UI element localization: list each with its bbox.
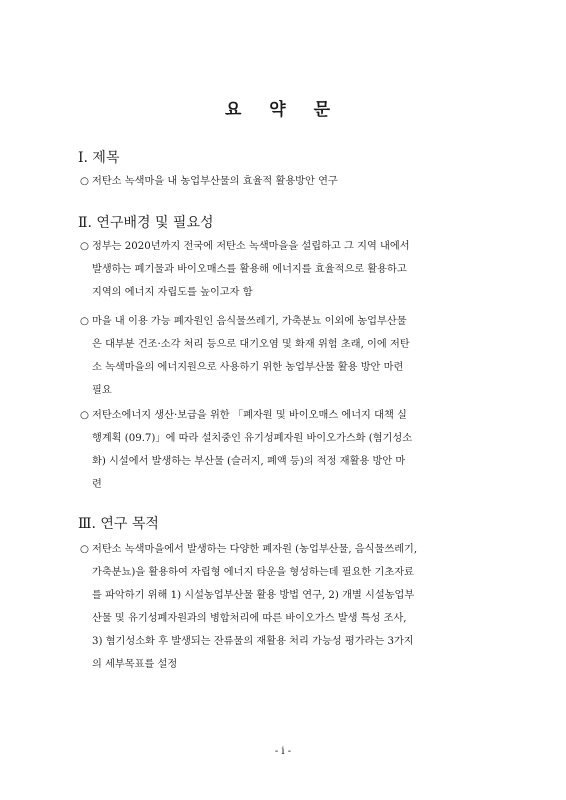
text-line: 발생하는 폐기물과 바이오매스를 활용해 에너지를 효율적으로 활용하고 xyxy=(92,264,407,275)
list-item xyxy=(80,538,500,676)
section-heading: Ⅰ. 제목 xyxy=(78,150,120,166)
bullet-icon: ○ xyxy=(80,316,89,327)
text-line: 지역의 에너지 자립도를 높이고자 함 xyxy=(92,287,253,298)
text-line: 마을 내 이용 가능 폐자원인 음식물쓰레기, 가축분뇨 이외에 농업부산물 xyxy=(92,316,407,327)
list-item xyxy=(80,404,500,496)
list-item xyxy=(80,235,500,304)
text-line: 행계획 (09.7)」에 따라 설치중인 유기성폐자원 바이오가스화 (혐기성소 xyxy=(92,433,413,444)
text-line: 가축분뇨)을 활용하여 자립형 에너지 타운을 형성하는데 필요한 기초자료 xyxy=(92,567,414,578)
list-item xyxy=(80,310,500,402)
text-line: 저탄소 녹색마을 내 농업부산물의 효율적 활용방안 연구 xyxy=(92,176,338,187)
text-line: 의 세부목표를 설정 xyxy=(92,659,178,670)
section-heading: Ⅲ. 연구 목적 xyxy=(78,516,159,532)
text-line: 필요 xyxy=(92,385,112,396)
text-line: 를 파악하기 위해 1) 시설농업부산물 활용 방법 연구, 2) 개별 시설농업부 xyxy=(92,590,415,601)
bullet-icon: ○ xyxy=(80,241,89,252)
text-line: 정부는 2020년까지 전국에 저탄소 녹색마을을 설립하고 그 지역 내에서 xyxy=(92,241,410,252)
text-line: 련 xyxy=(92,479,102,490)
text-line: 저탄소에너지 생산·보급을 위한 「폐자원 및 바이오매스 에너지 대책 실 xyxy=(92,410,407,421)
text-line: 저탄소 녹색마을에서 발생하는 다양한 폐자원 (농업부산물, 음식물쓰레기, xyxy=(92,544,418,555)
page-number: - i - xyxy=(274,746,292,757)
text-line: 3) 혐기성소화 후 발생되는 잔류물의 재활용 처리 가능성 평가라는 3가지 xyxy=(92,636,414,647)
document-title: 요 약 문 xyxy=(224,100,342,120)
bullet-icon: ○ xyxy=(80,544,89,555)
text-line: 화) 시설에서 발생하는 부산물 (슬러지, 폐액 등)의 적정 재활용 방안 마 xyxy=(92,456,406,467)
list-item xyxy=(80,170,500,193)
bullet-icon: ○ xyxy=(80,176,89,187)
text-line: 소 녹색마을의 에너지원으로 사용하기 위한 농업부산물 활용 방안 마련 xyxy=(92,362,404,373)
bullet-icon: ○ xyxy=(80,410,89,421)
text-line: 산물 및 유기성폐자원과의 병합처리에 따른 바이오가스 발생 특성 조사, xyxy=(92,613,407,624)
text-line: 은 대부분 건조·소각 처리 등으로 대기오염 및 화재 위험 초래, 이에 저탄 xyxy=(92,339,410,350)
section-heading: Ⅱ. 연구배경 및 필요성 xyxy=(78,215,214,231)
